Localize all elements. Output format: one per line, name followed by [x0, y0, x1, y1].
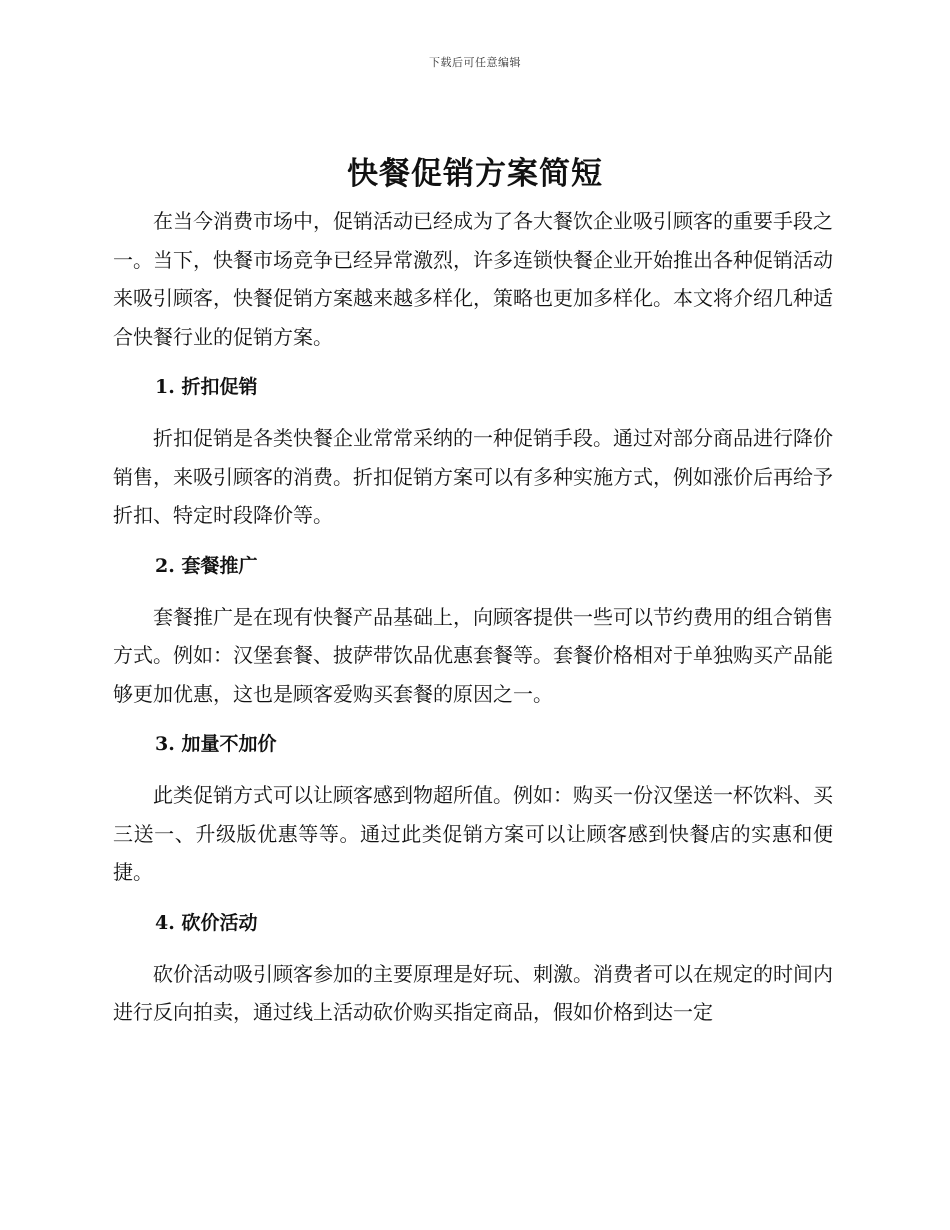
section-paragraph: 砍价活动吸引顾客参加的主要原理是好玩、刺激。消费者可以在规定的时间内进行反向拍卖，通过线上活动砍价购买指定商品，假如价格到达一定 — [113, 961, 833, 1024]
section-paragraph: 折扣促销是各类快餐企业常常采纳的一种促销手段。通过对部分商品进行降价销售，来吸引顾客的消费。折扣促销方案可以有多种实施方式，例如涨价后再给予折扣、特定时段降价等。 — [113, 426, 833, 527]
section-heading: 4. 砍价活动 — [155, 911, 258, 934]
section-1 — [113, 368, 833, 535]
header-note: 下载后可任意编辑 — [429, 56, 521, 69]
section-3 — [113, 725, 833, 892]
section-paragraph: 套餐推广是在现有快餐产品基础上，向顾客提供一些可以节约费用的组合销售方式。例如：汉堡套餐、披萨带饮品优惠套餐等。套餐价格相对于单独购买产品能够更加优惠，这也是顾客爱购买套餐的原因之一。 — [113, 604, 833, 706]
section-2 — [113, 547, 833, 714]
section-heading: 1. 折扣促销 — [155, 376, 258, 398]
intro-paragraph: 在当今消费市场中，促销活动已经成为了各大餐饮企业吸引顾客的重要手段之一。当下，快餐市场竞争已经异常激烈，许多连锁快餐企业开始推出各种促销活动来吸引顾客，快餐促销方案越来越多样化，策略也更加多样化。本文将介绍几种适合快餐行业的促销方案。 — [113, 209, 833, 349]
document-title: 快餐促销方案简短 — [347, 156, 603, 192]
section-heading: 2. 套餐推广 — [155, 554, 258, 577]
document-body — [113, 202, 833, 1032]
section-4 — [113, 904, 833, 1032]
section-paragraph: 此类促销方式可以让顾客感到物超所值。例如：购买一份汉堡送一杯饮料、买三送一、升级版优惠等等。通过此类促销方案可以让顾客感到快餐店的实惠和便捷。 — [113, 783, 833, 884]
section-heading: 3. 加量不加价 — [155, 733, 277, 755]
